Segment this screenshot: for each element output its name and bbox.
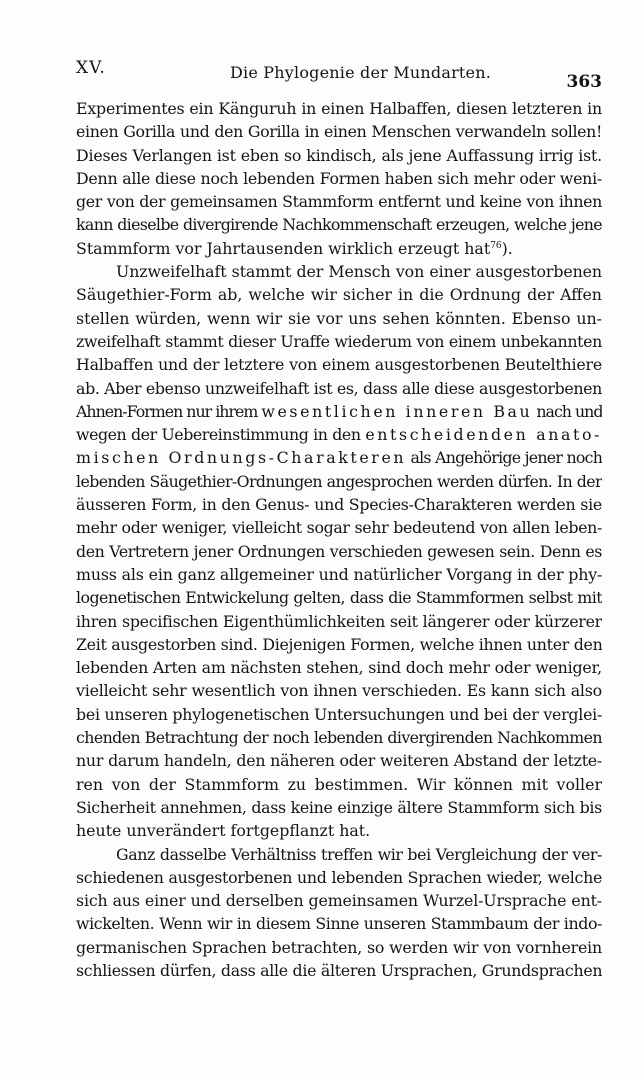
text-line: chenden Betrachtung der noch lebenden divergirenden Nachkommen xyxy=(76,728,602,748)
paragraph-start: Ganz dasselbe Verhältniss treffen wir bei Vergleichung der ver- xyxy=(116,844,602,864)
text-line: mehr oder weniger, vielleicht sogar sehr bedeutend von allen leben- xyxy=(76,518,602,538)
text-line: ren von der Stammform zu bestimmen. Wir können mit voller xyxy=(76,774,602,794)
text-line: wegen der Uebereinstimmung in den entscheidenden anato- xyxy=(76,425,602,445)
text-line: mischen Ordnungs-Charakteren als Angehörige jener noch xyxy=(76,448,602,468)
text-line: muss als ein ganz allgemeiner und natürlicher Vorgang in der phy- xyxy=(76,564,602,584)
text-line: schliessen dürfen, dass alle die älteren Ursprachen, Grundsprachen xyxy=(76,960,602,980)
text-line: Halbaffen und der letztere von einem ausgestorbenen Beutelthiere xyxy=(76,355,602,375)
paragraph-start: Unzweifelhaft stammt der Mensch von einer ausgestorbenen xyxy=(116,262,602,282)
text-line: ab. Aber ebenso unzweifelhaft ist es, dass alle diese ausgestorbenen xyxy=(76,378,602,398)
page-number: 363 xyxy=(566,72,602,92)
text-line: zweifelhaft stammt dieser Uraffe wiederum von einem unbekannten xyxy=(76,331,602,351)
text-line: wickelten. Wenn wir in diesem Sinne unseren Stammbaum der indo- xyxy=(76,914,602,934)
emphasis-spaced: mischen Ordnungs-Charakteren xyxy=(76,448,407,468)
text-line: Sicherheit annehmen, dass keine einzige ältere Stammform sich bis xyxy=(76,797,602,817)
text-line: heute unverändert fortgepflanzt hat. xyxy=(76,821,371,841)
text-line: einen Gorilla und den Gorilla in einen Menschen verwandeln sollen! xyxy=(76,122,602,142)
text-line: ihren specifischen Eigenthümlichkeiten seit längerer oder kürzerer xyxy=(76,611,602,631)
body-text xyxy=(76,97,602,982)
text-line: stellen würden, wenn wir sie vor uns sehen könnten. Ebenso un- xyxy=(76,308,602,328)
emphasis-spaced: entscheidenden anato- xyxy=(365,425,602,445)
text-line: Experimentes ein Känguruh in einen Halbaffen, diesen letzteren in xyxy=(76,99,602,118)
text-line: äusseren Form, in den Genus- und Species-Charakteren werden sie xyxy=(76,495,602,515)
text-line: schiedenen ausgestorbenen und lebenden Sprachen wieder, welche xyxy=(76,867,602,887)
emphasis-spaced: wesentlichen inneren Bau xyxy=(261,401,533,421)
text-line: vielleicht sehr wesentlich von ihnen verschieden. Es kann sich also xyxy=(76,681,602,701)
text-line: Ahnen-Formen nur ihrem wesentlichen inneren Bau nach und xyxy=(76,401,602,421)
text-line: Zeit ausgestorben sind. Diejenigen Formen, welche ihnen unter den xyxy=(76,634,602,654)
running-header xyxy=(76,58,602,92)
text-line: Dieses Verlangen ist eben so kindisch, als jene Auffassung irrig ist. xyxy=(76,145,602,165)
text-line: bei unseren phylogenetischen Untersuchungen und bei der verglei- xyxy=(76,704,602,724)
text-line: ger von der gemeinsamen Stammform entfernt und keine von ihnen xyxy=(76,192,602,212)
text-line: Säugethier-Form ab, welche wir sicher in die Ordnung der Affen xyxy=(76,285,602,305)
text-line: Stammform vor Jahrtausenden wirklich erzeugt hat$^{76}$). xyxy=(76,238,513,258)
footnote-ref: 76 xyxy=(490,240,502,251)
text-line: lebenden Arten am nächsten stehen, sind doch mehr oder weniger, xyxy=(76,658,602,678)
text-line: kann dieselbe divergirende Nachkommenschaft erzeugen, welche jene xyxy=(76,215,602,235)
text-line: sich aus einer und derselben gemeinsamen Wurzel-Ursprache ent- xyxy=(76,891,602,911)
text-line: lebenden Säugethier-Ordnungen angesprochen werden dürfen. In der xyxy=(76,471,602,491)
text-line: germanischen Sprachen betrachten, so werden wir von vornherein xyxy=(76,937,602,957)
text-line: Denn alle diese noch lebenden Formen haben sich mehr oder weni- xyxy=(76,168,602,188)
running-title: Die Phylogenie der Mundarten. xyxy=(230,63,492,82)
text-line: nur darum handeln, den näheren oder weiteren Abstand der letzte- xyxy=(76,751,602,771)
text-line: logenetischen Entwickelung gelten, dass die Stammformen selbst mit xyxy=(76,588,602,608)
chapter-number: XV. xyxy=(76,58,106,78)
text-line: den Vertretern jener Ordnungen verschieden gewesen sein. Denn es xyxy=(76,541,602,561)
